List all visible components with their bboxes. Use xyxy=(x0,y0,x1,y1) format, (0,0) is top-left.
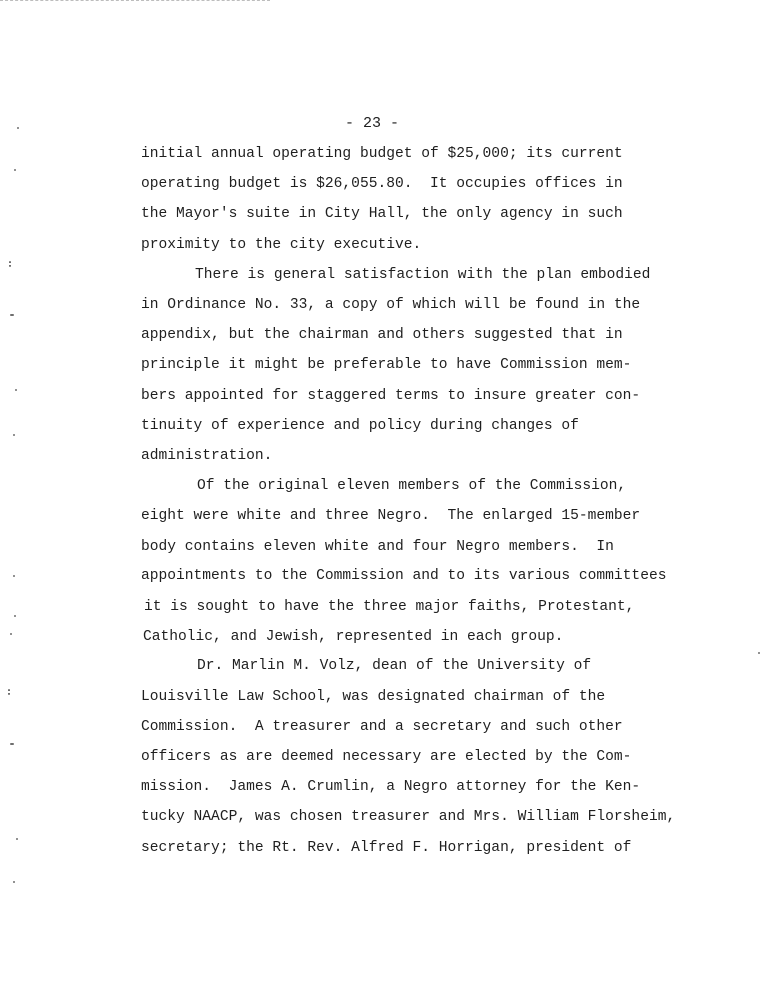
text-line: officers as are deemed necessary are elected by the Com- xyxy=(141,749,632,765)
text-line: the Mayor's suite in City Hall, the only agency in such xyxy=(141,206,623,222)
text-line: tinuity of experience and policy during changes of xyxy=(141,418,579,434)
text-line: mission. James A. Crumlin, a Negro attorney for the Ken- xyxy=(141,779,641,795)
text-line: Commission. A treasurer and a secretary and such other xyxy=(141,719,623,735)
margin-mark xyxy=(17,127,19,129)
text-line: There is general satisfaction with the plan embodied xyxy=(195,267,651,283)
text-line: in Ordinance No. 33, a copy of which will be found in the xyxy=(141,297,641,313)
top-dashed-border xyxy=(0,0,270,1)
text-line: secretary; the Rt. Rev. Alfred F. Horrigan, president of xyxy=(141,840,632,856)
text-line: tucky NAACP, was chosen treasurer and Mrs. William Florsheim, xyxy=(141,809,676,825)
margin-mark xyxy=(10,633,12,635)
text-line: Catholic, and Jewish, represented in each group. xyxy=(143,629,564,645)
margin-mark xyxy=(10,743,14,745)
text-line: proximity to the city executive. xyxy=(141,237,422,253)
text-line: Louisville Law School, was designated chairman of the xyxy=(141,689,606,705)
margin-mark xyxy=(13,881,15,883)
page-number: - 23 - xyxy=(345,115,400,132)
margin-mark xyxy=(13,575,15,577)
margin-mark xyxy=(13,434,15,436)
margin-mark xyxy=(9,261,11,267)
margin-mark xyxy=(16,838,18,840)
text-line: appendix, but the chairman and others suggested that in xyxy=(141,327,623,343)
margin-mark xyxy=(8,689,10,695)
text-line: bers appointed for staggered terms to insure greater con- xyxy=(141,388,641,404)
text-line: operating budget is $26,055.80. It occupies offices in xyxy=(141,176,623,192)
text-line: it is sought to have the three major faiths, Protestant, xyxy=(144,599,635,615)
text-line: principle it might be preferable to have Commission mem- xyxy=(141,357,632,373)
text-line: Of the original eleven members of the Commission, xyxy=(197,478,627,494)
margin-mark xyxy=(14,169,16,171)
margin-mark xyxy=(758,652,760,654)
text-line: appointments to the Commission and to its various committees xyxy=(141,568,667,584)
text-line: body contains eleven white and four Negro members. In xyxy=(141,539,614,555)
margin-mark xyxy=(10,314,14,316)
margin-mark xyxy=(15,389,17,391)
text-line: administration. xyxy=(141,448,273,464)
text-line: eight were white and three Negro. The enlarged 15-member xyxy=(141,508,641,524)
text-line: Dr. Marlin M. Volz, dean of the University of xyxy=(197,658,592,674)
margin-mark xyxy=(14,615,16,617)
text-line: initial annual operating budget of $25,000; its current xyxy=(141,146,623,162)
